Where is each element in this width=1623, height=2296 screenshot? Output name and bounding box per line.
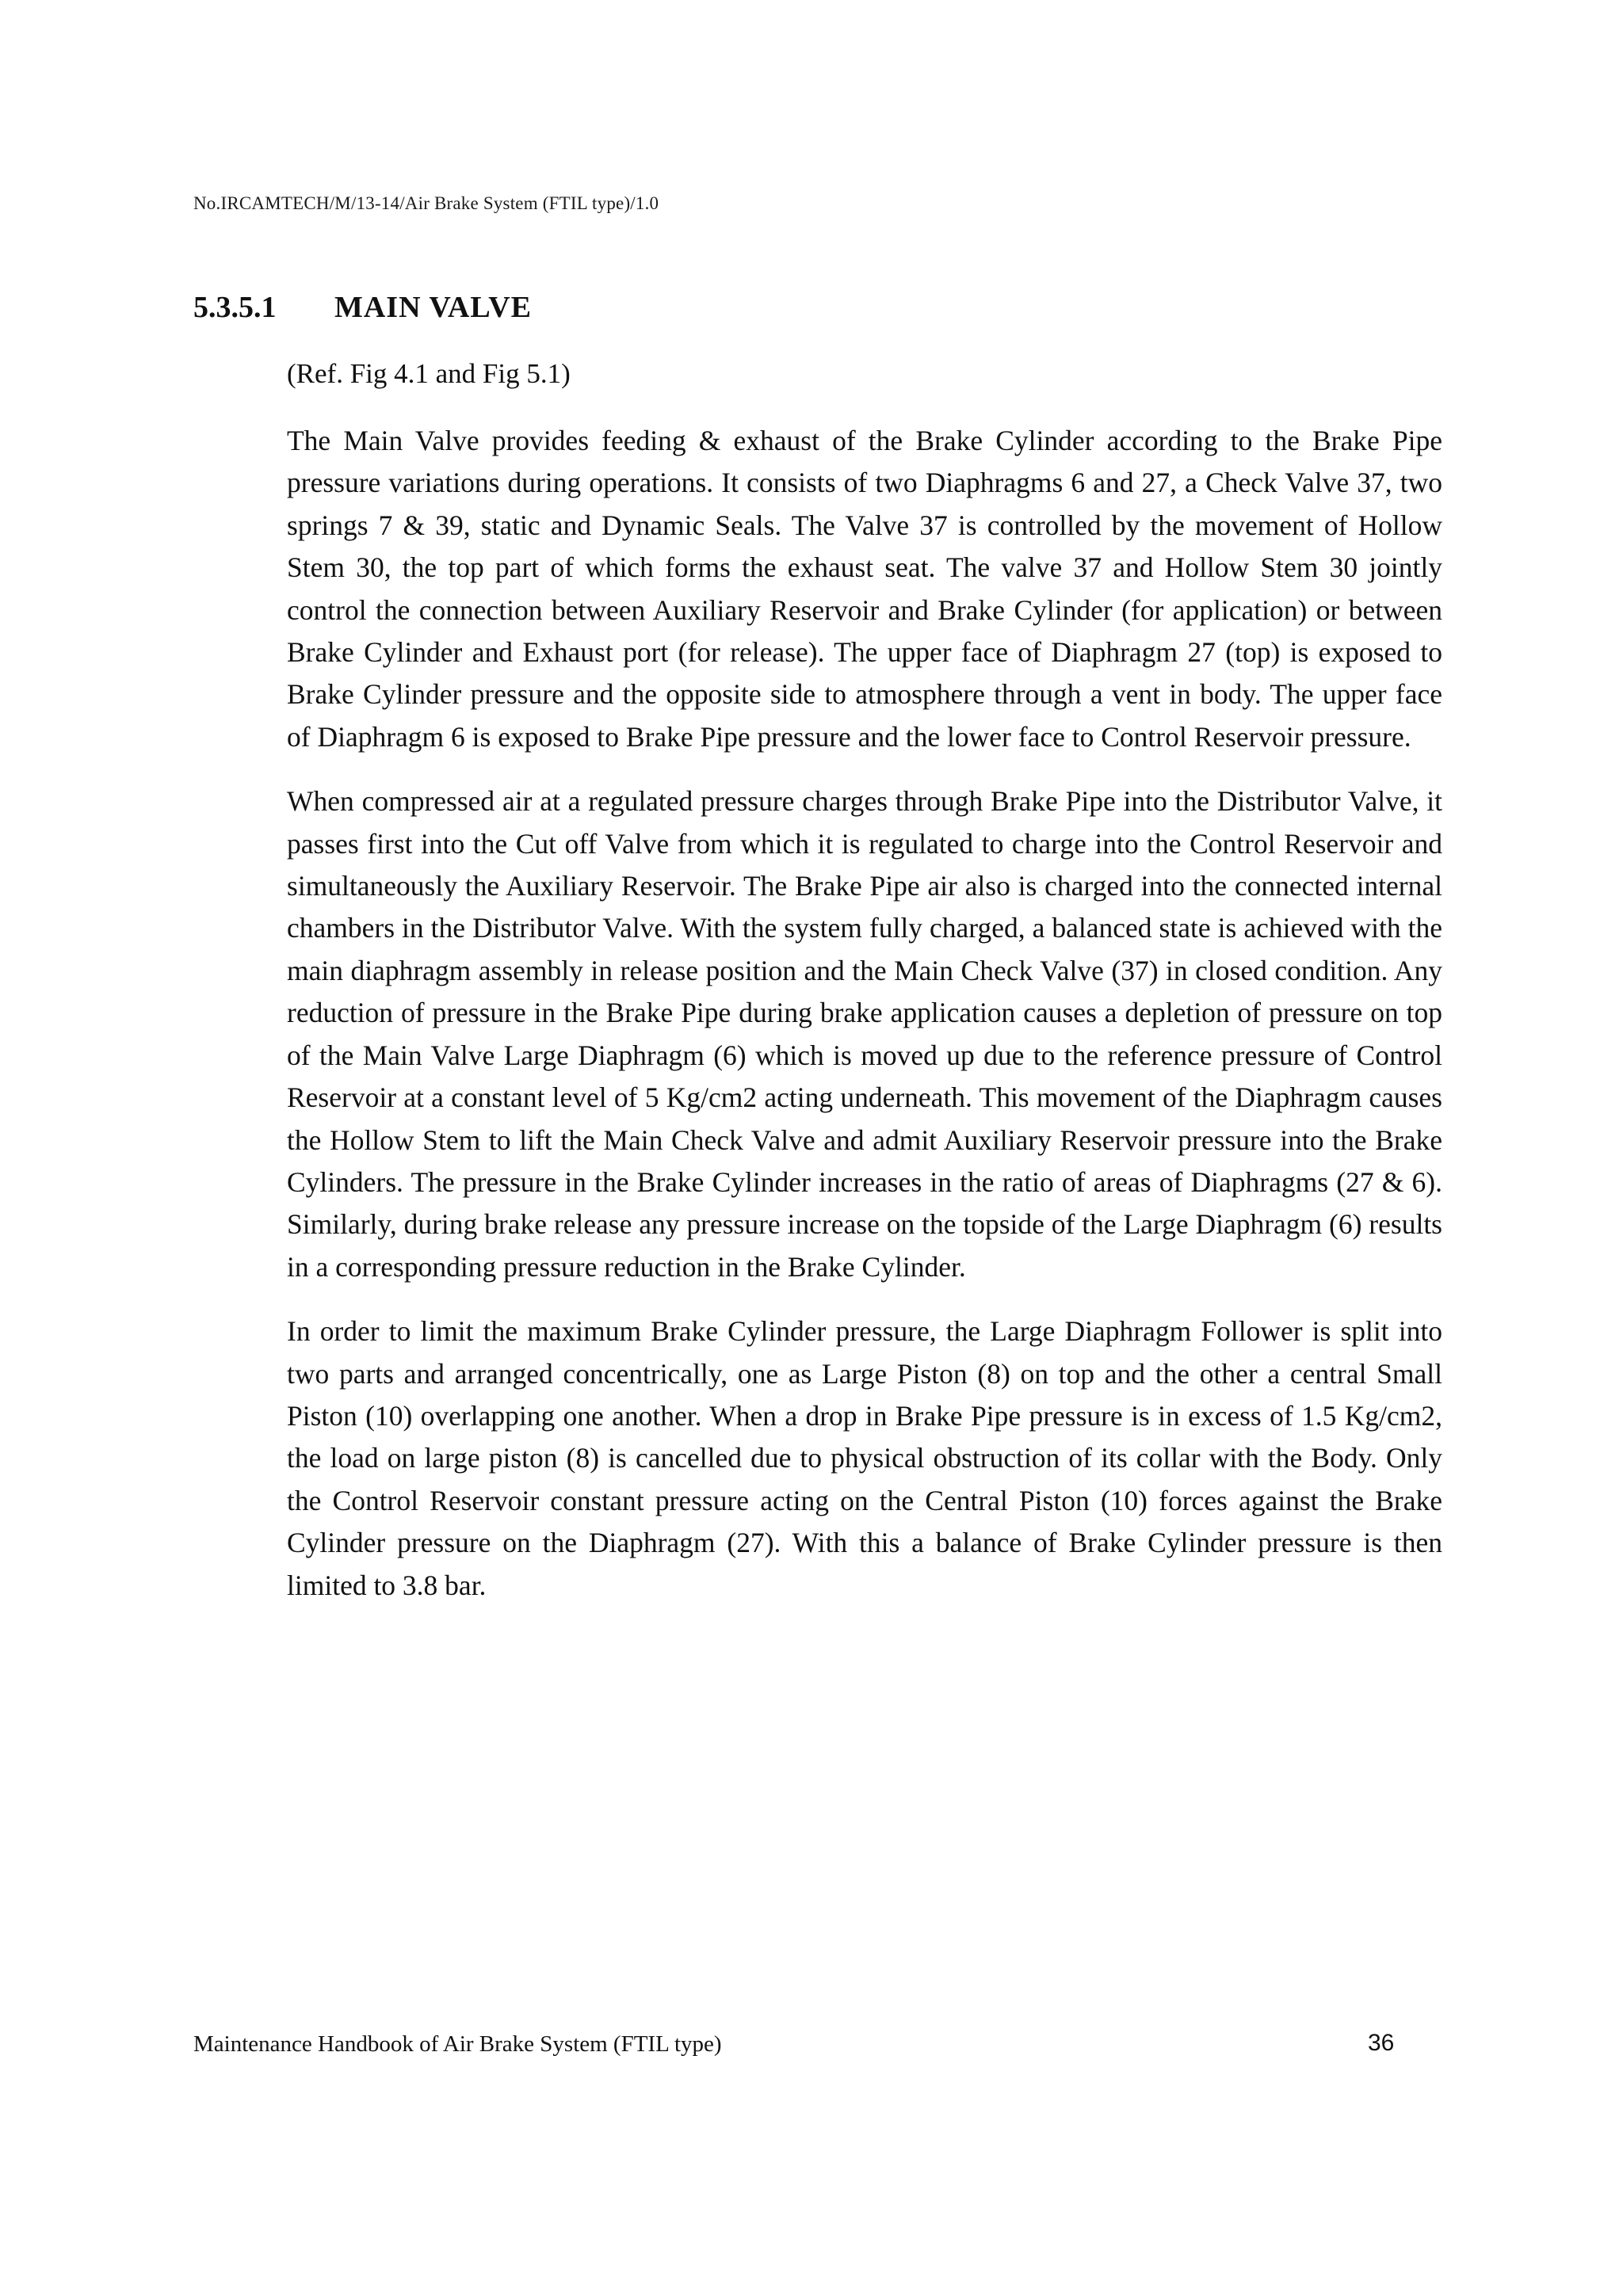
body-text xyxy=(287,420,1442,1629)
section-heading xyxy=(193,290,532,325)
paragraph-main-valve-description: The Main Valve provides feeding & exhaust of the Brake Cylinder according to the Brake Pipe pressure variations during operations. It consists of two Diaphragms 6 and 27, a Check Valve 37, two springs 7 & 39, static and Dynamic Seals. The Valve 37 is controlled by the movement of Hollow Stem 30, the top part of which forms the exhaust seat. The valve 37 and Hollow Stem 30 jointly control the connection between Auxiliary Reservoir and Brake Cylinder (for application) or between Brake Cylinder and Exhaust port (for release). The upper face of Diaphragm 27 (top) is exposed to Brake Cylinder pressure and the opposite side to atmosphere through a vent in body. The upper face of Diaphragm 6 is exposed to Brake Pipe pressure and the lower face to Control Reservoir pressure. xyxy=(287,425,1442,753)
paragraph-pressure-limiting: In order to limit the maximum Brake Cylinder pressure, the Large Diaphragm Follower is split into two parts and arranged concentrically, one as Large Piston (8) on top and the other a central Small Piston (10) overlapping one another. When a drop in Brake Pipe pressure is in excess of 1.5 Kg/cm2, the load on large piston (8) is cancelled due to physical obstruction of its collar with the Body. Only the Control Reservoir constant pressure acting on the Central Piston (10) forces against the Brake Cylinder pressure on the Diaphragm (27). With this a balance of Brake Cylinder pressure is then limited to 3.8 bar. xyxy=(287,1315,1442,1601)
section-number: 5.3.5.1 xyxy=(193,291,277,324)
footer-title: Maintenance Handbook of Air Brake System (FTIL type) xyxy=(193,2031,722,2057)
figure-reference: (Ref. Fig 4.1 and Fig 5.1) xyxy=(287,358,571,389)
section-title: MAIN VALVE xyxy=(334,291,532,324)
paragraph-charging-operation: When compressed air at a regulated pressure charges through Brake Pipe into the Distributor Valve, it passes first into the Cut off Valve from which it is regulated to charge into the Control Reservoir and simultaneously the Auxiliary Reservoir. The Brake Pipe air also is charged into the connected internal chambers in the Distributor Valve. With the system fully charged, a balanced state is achieved with the main diaphragm assembly in release position and the Main Check Valve (37) in closed condition. Any reduction of pressure in the Brake Pipe during brake application causes a depletion of pressure on top of the Main Valve Large Diaphragm (6) which is moved up due to the reference pressure of Control Reservoir at a constant level of 5 Kg/cm2 acting underneath. This movement of the Diaphragm causes the Hollow Stem to lift the Main Check Valve and admit Auxiliary Reservoir pressure into the Brake Cylinders. The pressure in the Brake Cylinder increases in the ratio of areas of Diaphragms (27 & 6). Similarly, during brake release any pressure increase on the topside of the Large Diaphragm (6) results in a corresponding pressure reduction in the Brake Cylinder. xyxy=(287,785,1442,1283)
document-number: No.IRCAMTECH/M/13-14/Air Brake System (FTIL type)/1.0 xyxy=(193,193,659,213)
page-number: 36 xyxy=(1368,2030,1395,2056)
